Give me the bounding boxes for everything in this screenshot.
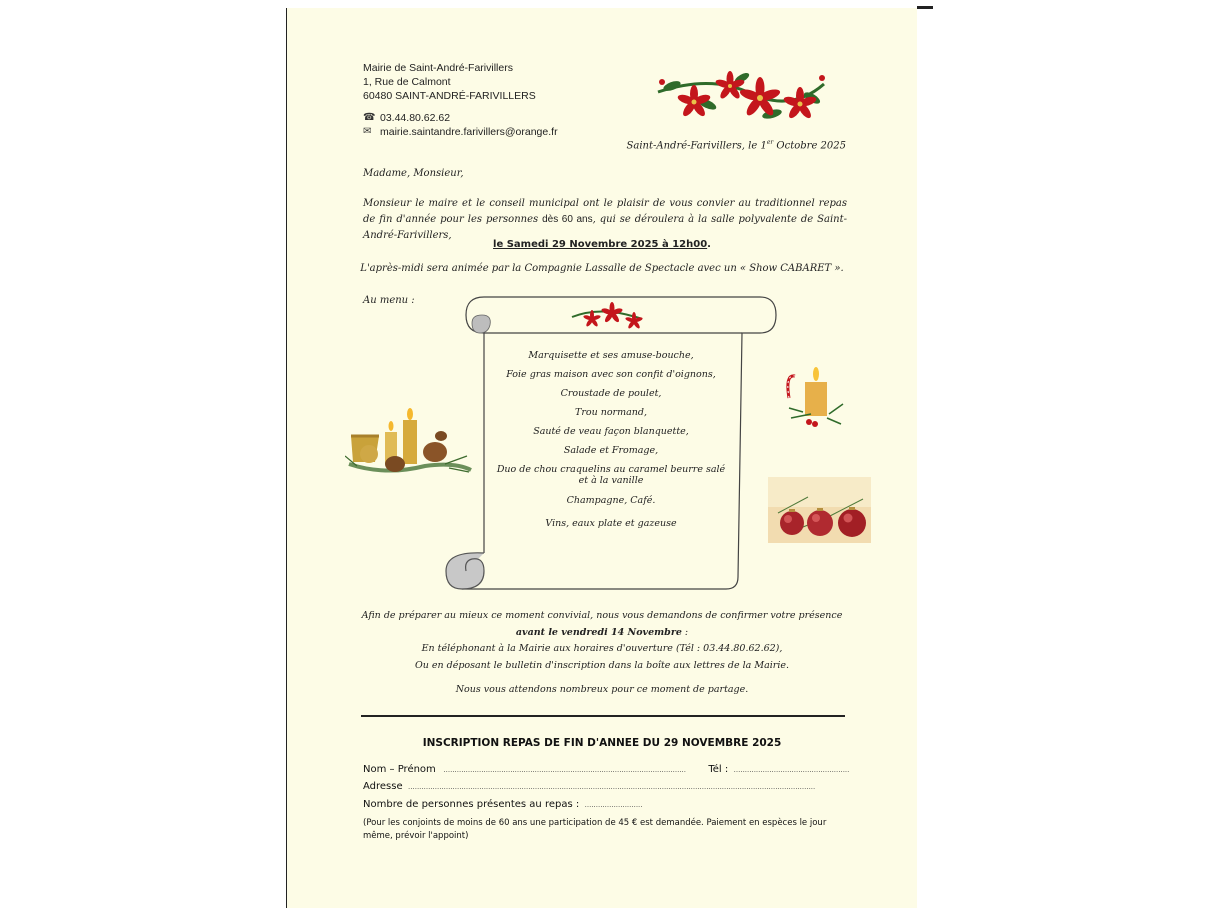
deadline: avant le vendredi 14 Novembre : <box>515 626 689 638</box>
count-row <box>363 799 643 810</box>
salutation: Madame, Monsieur, <box>363 168 464 179</box>
closing-wish: Nous vous attendons nombreux pour ce moment de partage. <box>455 684 749 695</box>
menu-item: Sauté de veau façon blanquette, <box>533 426 689 437</box>
sender-address <box>363 61 536 103</box>
poinsettia-garland-image <box>652 64 832 128</box>
candle-image <box>781 364 845 430</box>
menu-intro: Au menu : <box>363 295 415 306</box>
animation-line: L'après-midi sera animée par la Compagnie Lassalle de Spectacle avec un « Show CABARET ». <box>360 263 844 274</box>
contact-info <box>363 111 558 139</box>
menu-list <box>496 350 726 529</box>
count-label: Nombre de personnes présentes au repas : <box>363 799 580 810</box>
scan-edge-mark <box>917 6 933 9</box>
menu-item: Trou normand, <box>574 407 647 418</box>
name-field[interactable]: ............................................................................................................. <box>438 766 686 774</box>
closing-text <box>287 608 917 699</box>
phone-option: En téléphonant à la Mairie aux horaires d'ouverture (Tél : 03.44.80.62.62), <box>421 643 783 654</box>
menu-item: Salade et Fromage, <box>563 445 659 456</box>
phone-icon: ☎ <box>363 112 376 123</box>
menu-item: Croustade de poulet, <box>560 388 662 399</box>
org-name: Mairie de Saint-André-Farivillers <box>363 62 513 74</box>
name-tel-row <box>363 764 849 775</box>
email-address: mairie.saintandre.farivillers@orange.fr <box>380 126 558 138</box>
gold-candles-image <box>345 406 475 482</box>
name-label: Nom – Prénom <box>363 764 436 775</box>
org-street: 1, Rue de Calmont <box>363 76 451 88</box>
tel-field[interactable]: .................................................... <box>731 766 850 774</box>
letter-date: Saint-André-Farivillers, le 1er Octobre 2025 <box>626 139 846 152</box>
letter-page <box>287 8 917 908</box>
confirm-request: Afin de préparer au mieux ce moment convivial, nous vous demandons de confirmer votre présence <box>361 610 843 621</box>
address-label: Adresse <box>363 781 403 792</box>
mailbox-option: Ou en déposant le bulletin d'inscription dans la boîte aux lettres de la Mairie. <box>414 659 790 671</box>
menu-item: Duo de chou craquelins au caramel beurre salé <box>496 464 726 475</box>
envelope-icon: ✉ <box>363 126 372 137</box>
christmas-baubles-image <box>768 477 871 543</box>
menu-item: Vins, eaux plate et gazeuse <box>545 518 677 529</box>
payment-note: (Pour les conjoints de moins de 60 ans une participation de 45 € est demandée. Paiement en espèces le jour même, prévoir l'appoint) <box>363 818 827 841</box>
org-city: 60480 SAINT-ANDRÉ-FARIVILLERS <box>363 90 536 102</box>
registration-title: INSCRIPTION REPAS DE FIN D'ANNEE DU 29 NOVEMBRE 2025 <box>422 737 782 749</box>
count-field[interactable]: .......................... <box>582 801 643 809</box>
phone-number: 03.44.80.62.62 <box>380 112 451 124</box>
address-row <box>363 781 815 792</box>
menu-item: Foie gras maison avec son confit d'oignons, <box>506 369 716 380</box>
tear-off-divider <box>361 715 845 717</box>
menu-item: et à la vanille <box>578 475 644 486</box>
menu-item: Marquisette et ses amuse-bouche, <box>528 350 694 361</box>
tel-label: Tél : <box>708 764 729 775</box>
invitation-paragraph: Monsieur le maire et le conseil municipal ont le plaisir de vous convier au traditionnel repas de fin d'année pour les personnes dès 60 ans, qui se déroulera à la salle polyvalente de Saint-André-Farivillers, <box>363 198 847 241</box>
menu-item: Champagne, Café. <box>566 495 656 506</box>
event-date: le Samedi 29 Novembre 2025 à 12h00. <box>493 239 711 250</box>
address-field[interactable]: ....................................................................................................................................................................................... <box>405 783 816 791</box>
